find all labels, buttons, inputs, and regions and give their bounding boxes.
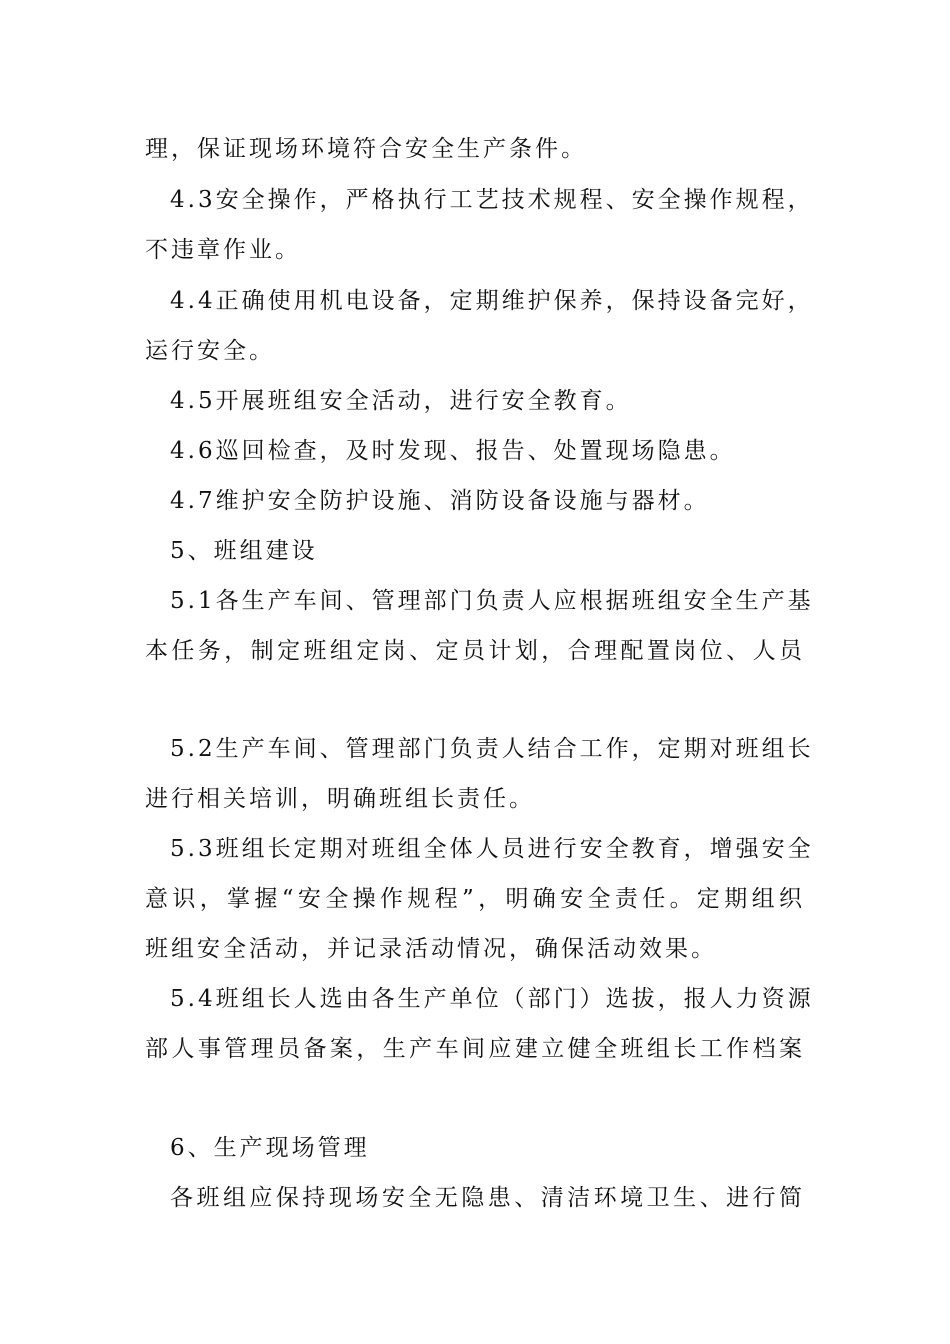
text-line: 意识，掌握“安全操作规程”，明确安全责任。定期组织 <box>145 886 805 912</box>
text-line: 理，保证现场环境符合安全生产条件。 <box>145 136 587 162</box>
text-line: 运行安全。 <box>145 338 275 364</box>
section-heading: 6、生产现场管理 <box>170 1135 370 1161</box>
text-line: 4.6巡回检查，及时发现、报告、处置现场隐患。 <box>170 438 736 464</box>
text-line: 班组安全活动，并记录活动情况，确保活动效果。 <box>145 936 717 962</box>
text-line: 进行相关培训，明确班组长责任。 <box>145 786 535 812</box>
text-line: 5.4班组长人选由各生产单位（部门）选拔，报人力资源 <box>170 986 814 1012</box>
text-line: 4.4正确使用机电设备，定期维护保养，保持设备完好， <box>170 288 814 314</box>
text-line: 部人事管理员备案，生产车间应建立健全班组长工作档案 <box>145 1036 805 1062</box>
text-line: 本任务，制定班组定岗、定员计划，合理配置岗位、人员 <box>145 638 805 664</box>
text-line: 各班组应保持现场安全无隐患、清洁环境卫生、进行简 <box>170 1185 805 1211</box>
section-heading: 5、班组建设 <box>170 538 318 564</box>
text-line: 5.1各生产车间、管理部门负责人应根据班组安全生产基 <box>170 588 814 614</box>
text-line: 5.2生产车间、管理部门负责人结合工作，定期对班组长 <box>170 736 814 762</box>
text-line: 4.3安全操作，严格执行工艺技术规程、安全操作规程， <box>170 187 814 213</box>
text-line: 不违章作业。 <box>145 237 301 263</box>
text-line: 5.3班组长定期对班组全体人员进行安全教育，增强安全 <box>170 836 814 862</box>
text-line: 4.5开展班组安全活动，进行安全教育。 <box>170 388 632 414</box>
text-line: 4.7维护安全防护设施、消防设备设施与器材。 <box>170 488 710 514</box>
